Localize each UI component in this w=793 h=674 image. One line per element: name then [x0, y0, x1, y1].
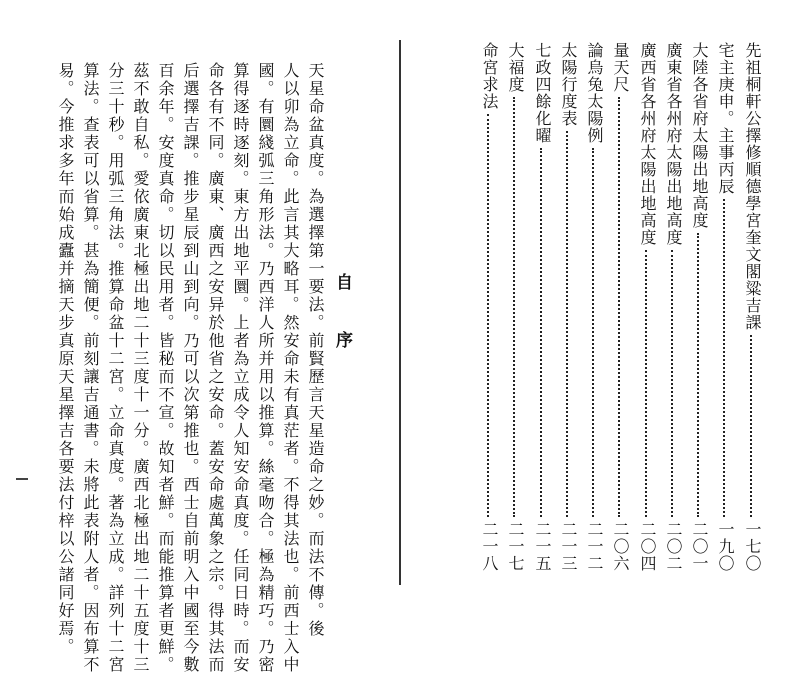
leader-dots [592, 148, 596, 517]
toc-entry[interactable] [609, 42, 631, 572]
toc-entry-title: 廣西省各州府太陽出地高度 [638, 42, 657, 246]
toc-entry[interactable] [741, 42, 763, 572]
preface-column: 天星命盆真度。為選擇第一要法。前賢歷言天星造命之妙。而法不傳。後 [306, 62, 325, 638]
preface-column: 人以卯為立命。此言其大略耳。然安命未有真茫者。不得其法也。前西士入中 [281, 62, 300, 674]
preface-column: 分三十秒。用弧三角法。推算命盆十二宮。立命真度。著為立成。詳列十二宮 [106, 62, 125, 674]
preface-column: 算得逐時逐刻。東方出地平圜。上者為立成令人知安命真度。任同日時。而安 [231, 62, 250, 674]
preface-heading-2: 序 [336, 331, 353, 351]
toc-entry[interactable] [662, 42, 684, 572]
leader-dots [540, 148, 544, 517]
preface-column: 國。有圜綫弧三角形法。乃西洋人所并用以推算。絲毫吻合。極為精巧。乃密 [256, 62, 275, 674]
toc-entry-title: 太陽行度表 [559, 42, 578, 127]
leader-dots [618, 97, 622, 517]
toc-entry[interactable] [636, 42, 658, 572]
toc-entry[interactable] [531, 42, 553, 572]
leader-dots [671, 250, 675, 517]
preface-column: 算法。查表可以省算。甚為簡便。前刻讓吉通書。未將此表附人者。因布算不 [81, 62, 100, 674]
page-divider [399, 40, 401, 585]
leader-dots [566, 131, 570, 517]
toc-entry[interactable] [688, 42, 710, 572]
toc-entry[interactable] [557, 42, 579, 572]
leader-dots [750, 335, 754, 517]
leader-dots [723, 199, 727, 517]
toc-entry-page: 二一八 [480, 521, 499, 572]
toc-entry-page: 一九〇 [716, 521, 735, 572]
toc-entry-page: 二〇六 [611, 521, 630, 572]
preface-column: 后選擇吉課。推步星辰到山到向。乃可以次第推也。西士自前明入中國至今數 [181, 62, 200, 674]
toc-entry-page: 二一三 [559, 521, 578, 572]
toc-entry[interactable] [583, 42, 605, 572]
toc-entry-title: 廣東省各州府太陽出地高度 [664, 42, 683, 246]
toc-entry-page: 二〇二 [664, 521, 683, 572]
leader-dots [697, 233, 701, 517]
preface-column: 命各有不同。廣東、廣西之安异於他省之安命。蓋安命處萬象之宗。得其法而 [206, 62, 225, 674]
leader-dots [487, 114, 491, 517]
preface-column: 茲不敢自私。愛依廣東北極出地二十三度十一分。廣西北極出地二十五度十三 [131, 62, 150, 674]
toc-entry[interactable] [714, 42, 736, 572]
toc-entry-title: 先祖桐軒公擇修順德學宮奎文閣粱吉課 [743, 42, 762, 331]
toc-entry[interactable] [504, 42, 526, 572]
toc-entry-title: 論烏兔太陽例 [585, 42, 604, 144]
toc-entry-page: 二〇一 [690, 521, 709, 572]
toc-entry-page: 二一七 [506, 521, 525, 572]
toc-entry-title: 命宮求法 [480, 42, 499, 110]
toc-entry[interactable] [478, 42, 500, 572]
toc-entry-title: 量天尺 [611, 42, 630, 93]
toc-entry-page: 一七〇 [743, 521, 762, 572]
preface-column: 百余年。安度真命。切以民用者。皆秘而不宣。故知者鮮。而能推算者更鮮。 [156, 62, 175, 674]
toc-entry-page: 二一五 [533, 521, 552, 572]
toc-entry-title: 大福度 [506, 42, 525, 93]
preface-heading-1: 自 [336, 273, 353, 293]
leader-dots [513, 97, 517, 517]
toc-entry-page: 二〇四 [638, 521, 657, 572]
leader-dots [645, 250, 649, 517]
toc-entry-title: 宅主庚申。主事丙辰 [716, 42, 735, 195]
margin-mark [16, 478, 28, 480]
preface-column: 易。今推求多年而始成蠹并摘天步真原天星擇吉各要法付梓以公諸同好焉。 [56, 62, 75, 656]
toc-entry-page: 二一二 [585, 521, 604, 572]
toc-entry-title: 七政四餘化曜 [533, 42, 552, 144]
toc-entry-title: 大陸各省府太陽出地高度 [690, 42, 709, 229]
